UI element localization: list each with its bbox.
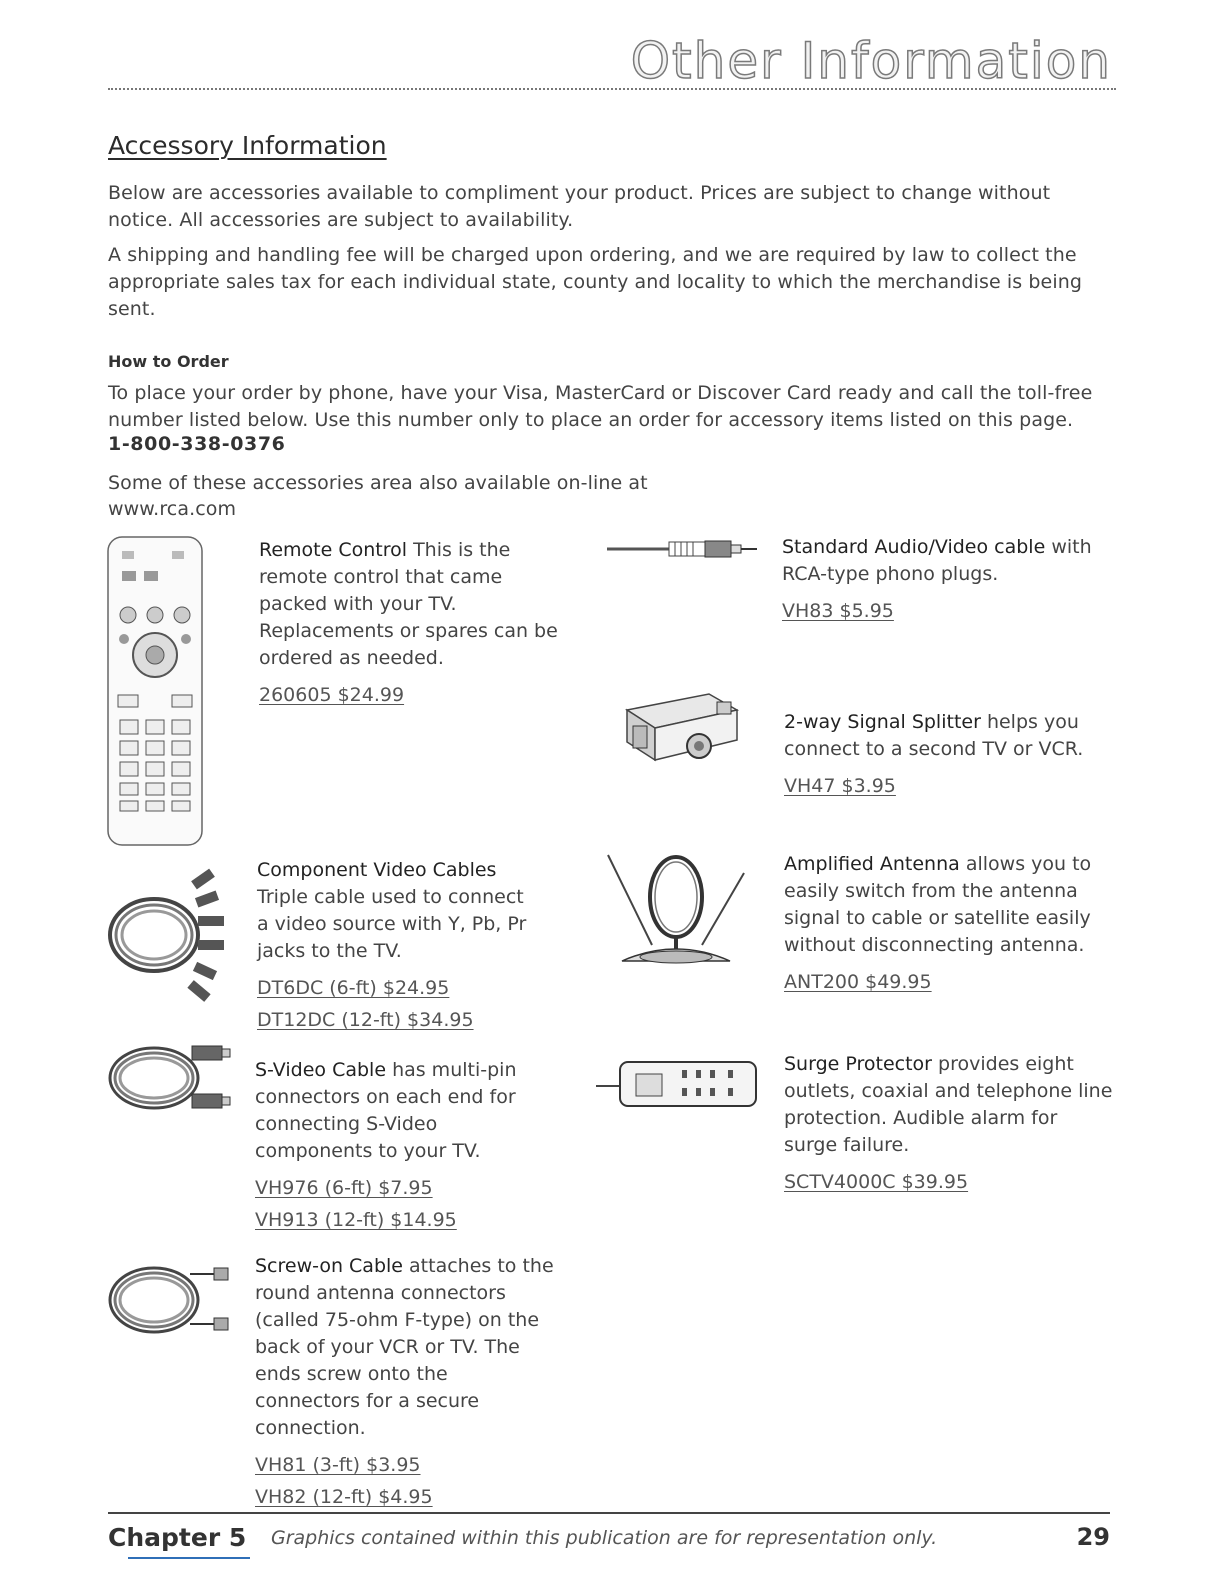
signal-splitter-image [613,684,743,774]
intro-paragraph-1: Below are accessories available to compliment your product. Prices are subject to change without notice. All accessories are subject to availability. [108,182,1051,231]
page-heading: Accessory Information [108,131,387,160]
accessory-name: Amplified Antenna [784,853,960,875]
how-to-order-title: How to Order [108,352,229,371]
accessory-name: Component Video Cables [257,859,497,881]
header-divider [108,88,1116,90]
accessory-s-video-cable [255,1057,545,1233]
accessory-description: This is the remote control that came packed with your TV. Replacements or spares can be ordered as needed. [259,539,558,669]
order-phone-number: 1-800-338-0376 [108,433,286,455]
accessory-sku: DT6DC (6-ft) $24.95 [257,977,450,999]
accessory-component-cables [257,857,537,1033]
s-video-cable-image [106,1040,232,1114]
accessory-name: Surge Protector [784,1053,932,1075]
accessory-sku: VH81 (3-ft) $3.95 [255,1454,421,1476]
section-title: Other Information [630,32,1112,90]
component-cables-image [106,860,238,1010]
accessory-description: Triple cable used to connect a video source with Y, Pb, Pr jacks to the TV. [257,886,527,962]
accessory-name: Screw-on Cable [255,1255,403,1277]
chapter-underline [128,1557,250,1559]
how-to-order-text: To place your order by phone, have your Visa, MasterCard or Discover Card ready and call the toll-free number listed below. Use this number only to place an order for accessory items listed on this page. [108,382,1093,431]
accessory-signal-splitter [784,709,1114,799]
accessory-remote-control [259,537,559,708]
accessory-amplified-antenna [784,851,1114,995]
intro-paragraph-2: A shipping and handling fee will be charged upon ordering, and we are required by law to collect the appropriate sales tax for each individual state, county and locality to which the merchandise is being sent. [108,244,1083,320]
screw-on-cable-image [106,1260,236,1338]
accessory-sku: VH83 $5.95 [782,600,894,622]
page-number: 29 [1076,1523,1110,1551]
accessory-description: attaches to the round antenna connectors (called 75-ohm F-type) on the back of your VCR or TV. The ends screw onto the connectors for a secure connection. [255,1255,554,1439]
accessory-description: provides eight outlets, coaxial and telephone line protection. Audible alarm for surge failure. [784,1053,1113,1156]
accessory-sku: VH82 (12-ft) $4.95 [255,1486,433,1508]
accessory-sku: DT12DC (12-ft) $34.95 [257,1009,474,1031]
accessory-name: Standard Audio/Video cable [782,536,1046,558]
accessory-description: allows you to easily switch from the antenna signal to cable or satellite easily without disconnecting antenna. [784,853,1092,956]
accessory-name: Remote Control [259,539,408,561]
accessory-name: 2-way Signal Splitter [784,711,981,733]
accessory-description: has multi-pin connectors on each end for connecting S-Video components to your TV. [255,1059,517,1162]
accessory-sku: SCTV4000C $39.95 [784,1171,969,1193]
footer-divider [108,1512,1110,1514]
accessory-screw-on-cable [255,1253,555,1510]
accessory-sku: VH976 (6-ft) $7.95 [255,1177,433,1199]
av-cable-image [607,538,757,560]
footer-disclaimer: Graphics contained within this publication are for representation only. [271,1527,938,1549]
chapter-label: Chapter 5 [108,1523,247,1552]
accessory-sku: 260605 $24.99 [259,684,405,706]
accessory-description: with RCA-type phono plugs. [782,536,1092,585]
website-link[interactable]: www.rca.com [108,498,237,520]
accessory-sku: ANT200 $49.95 [784,971,932,993]
amplified-antenna-image [606,845,746,970]
remote-control-image [106,535,204,847]
accessory-sku: VH913 (12-ft) $14.95 [255,1209,457,1231]
accessory-name: S-Video Cable [255,1059,387,1081]
surge-protector-image [596,1058,760,1112]
accessory-sku: VH47 $3.95 [784,775,896,797]
accessory-av-cable [782,534,1112,624]
accessory-description: helps you connect to a second TV or VCR. [784,711,1084,760]
online-text: Some of these accessories area also available on-line at [108,472,648,494]
accessory-surge-protector [784,1051,1114,1195]
